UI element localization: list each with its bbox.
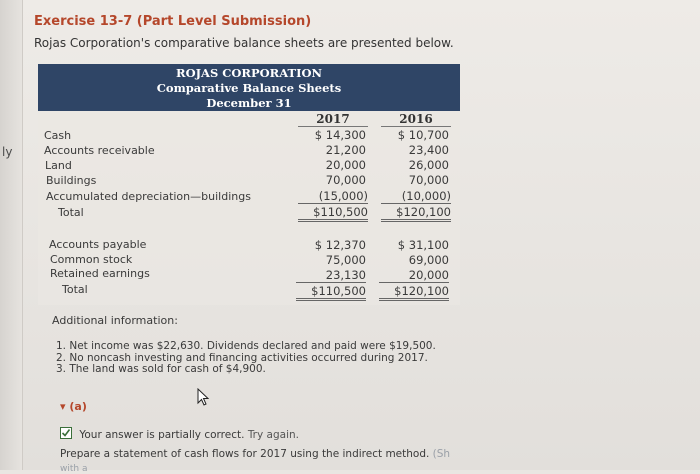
cell-2017-cash: $ 14,300 [314, 128, 366, 142]
cell-2017-accounts-receivable: 21,200 [325, 143, 366, 157]
cell-2016-accounts-payable: $ 31,100 [397, 238, 449, 252]
additional-info-item-2: 2. No noncash investing and financing activities occurred during 2017. [56, 352, 428, 364]
side-tab-label[interactable]: ly [2, 145, 13, 159]
try-again-text: Try again. [247, 429, 299, 441]
cell-2016-common-stock: 69,000 [408, 253, 449, 267]
exercise-title: Exercise 13-7 (Part Level Submission) [34, 14, 312, 29]
column-header-2017: 2017 [298, 112, 368, 127]
row-label-accounts-payable: Accounts payable [49, 238, 147, 251]
instruction-cut-text: (Sh [432, 448, 451, 460]
row-label-land: Land [45, 159, 72, 172]
column-header-2016: 2016 [381, 112, 451, 127]
row-label-cash: Cash [44, 129, 72, 142]
partially-correct-icon [60, 427, 72, 439]
cell-2016-total-liabilities-equity: $120,100 [379, 284, 449, 301]
additional-info-heading: Additional information: [52, 314, 178, 327]
collapse-arrow-icon[interactable]: ▾ [60, 400, 66, 413]
cell-2016-retained-earnings: 20,000 [379, 268, 449, 283]
answer-feedback [60, 426, 299, 441]
row-label-total-assets: Total [58, 206, 84, 219]
exercise-subtitle: Rojas Corporation's comparative balance sheets are presented below. [34, 36, 454, 50]
feedback-text: Your answer is partially correct. [79, 429, 245, 441]
cell-2016-land: 26,000 [408, 158, 449, 172]
cell-2016-total-assets: $120,100 [381, 205, 451, 222]
part-a-instruction [60, 448, 450, 460]
cell-2017-total-liabilities-equity: $110,500 [296, 284, 366, 301]
left-sidebar-strip [0, 0, 23, 470]
company-name: ROJAS CORPORATION [176, 66, 322, 80]
additional-info-item-3: 3. The land was sold for cash of $4,900. [56, 363, 266, 375]
cell-2017-common-stock: 75,000 [325, 253, 366, 267]
instruction-overflow-text: with a [60, 464, 88, 474]
part-a-label: (a) [69, 400, 87, 413]
row-label-retained-earnings: Retained earnings [50, 267, 150, 280]
row-label-buildings: Buildings [46, 174, 97, 187]
mouse-cursor-icon [197, 388, 211, 412]
cell-2016-buildings: 70,000 [408, 173, 449, 187]
instruction-text: Prepare a statement of cash flows for 2017 using the indirect method. [60, 448, 430, 460]
cell-2017-total-assets: $110,500 [298, 205, 368, 222]
cell-2017-retained-earnings: 23,130 [296, 268, 366, 283]
statement-date: December 31 [206, 96, 292, 110]
cell-2017-buildings: 70,000 [325, 173, 366, 187]
part-a-toggle[interactable] [60, 400, 87, 413]
row-label-total-liabilities-equity: Total [62, 283, 88, 296]
row-label-common-stock: Common stock [50, 253, 133, 266]
statement-header [38, 64, 460, 111]
cell-2016-accounts-receivable: 23,400 [408, 143, 449, 157]
cell-2017-land: 20,000 [325, 158, 366, 172]
cell-2016-cash: $ 10,700 [397, 128, 449, 142]
additional-info-item-1: 1. Net income was $22,630. Dividends declared and paid were $19,500. [56, 340, 436, 352]
row-label-accounts-receivable: Accounts receivable [44, 144, 155, 157]
cell-2017-accumulated-depreciation: (15,000) [298, 189, 368, 204]
statement-name: Comparative Balance Sheets [156, 81, 342, 95]
cell-2016-accumulated-depreciation: (10,000) [381, 189, 451, 204]
cell-2017-accounts-payable: $ 12,370 [314, 238, 366, 252]
row-label-accumulated-depreciation: Accumulated depreciation—buildings [46, 190, 251, 203]
